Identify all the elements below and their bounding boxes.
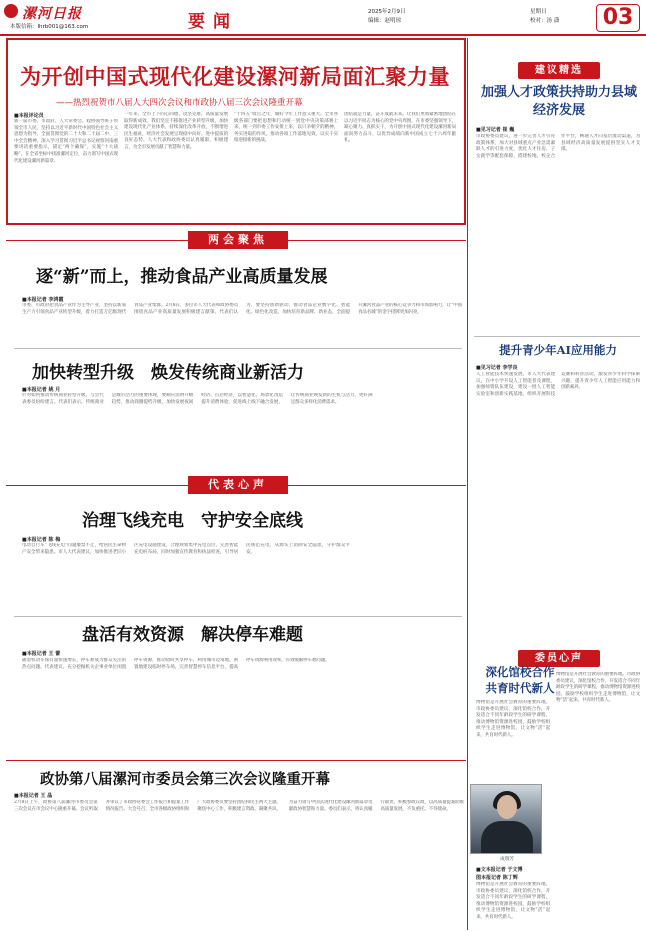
main-text-4: 团结就是力量，奋斗成就未来。让我们更加紧密地团结在以习近平同志为核心的党中央周围，在市委坚强领导下，凝心聚力、真抓实干，为开创中国式现代化建设漯河新局面而努力奋斗，以优异成绩向新中国成立七十六周年献礼。 — [344, 112, 456, 144]
member-photo — [470, 784, 542, 854]
contact-email: 本版信箱：lhrb001@163.com — [10, 24, 89, 30]
museum-byline: ■文本报记者 于文博 — [476, 867, 523, 873]
story-charging-headline: 治理飞线充电 守护安全底线 — [82, 511, 303, 531]
story-parking-headline: 盘活有效资源 解决停车难题 — [82, 625, 303, 645]
main-headline: 为开创中国式现代化建设漯河新局面汇聚力量 — [20, 64, 450, 89]
proofreader: 校对：汤 潇 — [530, 18, 560, 24]
story-commerce-byline: ■本报记者 姚 月 — [22, 387, 61, 393]
banner-deputies: 代表心声 — [188, 476, 288, 494]
main-byline: ■本报评论员 — [14, 113, 44, 119]
ai-text: 人工智能技术快速发展，市人大代表建议，在中小学开设人工智能普及课程，加强师资队伍建设，建设一批人工智能实验室和创新实践基地，组织开展科技竞赛和科普活动，激发青少年科学探索兴趣，提升青少年人工智能应用能力和创新素养。 — [476, 372, 640, 397]
logo-emblem — [4, 4, 18, 18]
main-text-2: 一年来，全市上下同心同德、攻坚克难，高质量发展取得新成效。我们坚定不移推进产业转型升级，加快建设现代化产业体系，持续深化改革开放，不断增进民生福祉，经济社会发展呈现稳中向好、进中提质的良好态势。人大代表和政协委员认真履职、积极建言，为全市发展贡献了智慧和力量。 — [124, 112, 228, 150]
story-parking-text: 随着机动车保有量快速增长，停车难成为群众关注的热点问题。代表建议，充分挖掘机关企事业单位闲置停车资源，推动错时共享停车，利用城市边角地、闲置地建设临时停车场，完善智慧停车信息平台，提高停车资源利用效率，有效缓解停车难问题。 — [22, 658, 330, 670]
story-food-byline: ■本报记者 李鸿霞 — [22, 297, 64, 303]
paper-name: 漯河日报 — [22, 6, 82, 22]
story-divider — [474, 336, 640, 337]
date-block — [368, 8, 406, 26]
photo-face — [497, 795, 517, 819]
issue-date: 2025年2月9日 — [368, 9, 406, 15]
masthead-rule — [0, 34, 646, 36]
cppcc-byline: ■本报记者 王 晶 — [14, 793, 53, 799]
ai-headline: 提升青少年AI应用能力 — [499, 343, 617, 357]
museum-byline-photo: 图本报记者 陈丁辉 — [476, 875, 518, 881]
page-number: 03 — [596, 4, 640, 32]
museum-headline: 深化馆校合作共育时代新人 — [485, 665, 555, 695]
photo-caption: 成瑞芳 — [500, 857, 514, 862]
talent-byline: ■见习记者 崔 巍 — [476, 127, 515, 133]
museum-text-bottom: 博物馆是开展社会教育的重要阵地。市政协委员建议，深化馆校合作，开发适合不同年龄段学生的研学课程，推动博物馆资源进校园，鼓励学校组织学生走进博物馆，让文物“活”起来，共育时代新人。 — [476, 882, 550, 920]
cppcc-text: 2月8日上午，政协第八届漯河市委员会第三次会议在市会议中心隆重开幕。会议听取并审议了市政协常委会工作报告和提案工作情况报告。大会号召，全市各级政协组织和广大政协委员要坚持团结和民主两大主题，聚焦中心工作，积极建言资政、凝聚共识，为奋力谱写中国式现代化建设漯河新篇章贡献政协智慧和力量。委员们表示，将认真履行职责，积极参政议政，以高质量提案助推高质量发展，不负重托、不辱使命。 — [14, 800, 464, 812]
cppcc-headline: 政协第八届漯河市委员会第三次会议隆重开幕 — [40, 771, 330, 788]
museum-text-right: 博物馆是开展社会教育的重要阵地。市政协委员建议，深化馆校合作，开发适合不同年龄段学生的研学课程，推动博物馆资源进校园，鼓励学校组织学生走进博物馆，让文物“活”起来，共育时代新人。 — [556, 672, 640, 704]
photo-body — [481, 821, 533, 854]
banner-two-sessions: 两会聚焦 — [188, 231, 288, 249]
talent-headline: 加强人才政策扶持助力县域经济发展 — [480, 85, 637, 118]
weekday-block — [530, 8, 559, 26]
bottom-rule — [6, 760, 466, 761]
story-commerce-headline: 加快转型升级 焕发传统商业新活力 — [32, 363, 304, 383]
main-subheadline: ——热烈祝贺市八届人大四次会议和市政协八届三次会议隆重开幕 — [56, 98, 303, 108]
section-label: 要闻 — [188, 12, 238, 32]
story-charging-text: 电动自行车“飞线充电”问题屡禁不止，给居民生命财产安全带来隐患。市人大代表建议，加快推进老旧小区充电设施建设，合理规划集中充电点位，完善智能充电桩布局，同时加强宣传教育和执法检查，引导居民规范充电，从源头上消除安全隐患，守护群众平安。 — [22, 543, 350, 555]
ai-byline: ■见习记者 李学良 — [476, 365, 518, 371]
main-text-1: 新一届市委、市政府、人大常委会、政协领导班子带领全市人民，坚持以习近平新时代中国特色社会主义思想为指导，全面贯彻党的二十大和二十届二中、三中全会精神，深入学习贯彻习近平总书记视察河南重要讲话重要指示，锚定“两个确保”，实施“十大战略”，在全省坐标中找准漯河定位，奋力谱写中国式现代化建设漯河新篇章。 — [14, 119, 118, 164]
main-text-3: “十四五”收官之年，做好今年工作意义重大。全市各级各部门要把思想和行动统一到党中央决策部署上来，统一到市委工作安排上来，以只争朝夕的精神、务实进取的作风，推动各项工作落地见效，以实干实绩迎接新的挑战。 — [234, 112, 338, 144]
talent-text: 市政协委员建议，进一步完善人才引育政策体系，加大对县域重点产业急需紧缺人才的引进力度，优化人才住房、子女就学等配套保障，搭建校地、校企合作平台，畅通人才向基层流动渠道，为县域经济高质量发展提供坚实人才支撑。 — [476, 134, 640, 159]
editor: 编辑：赵明琼 — [368, 18, 402, 24]
museum-text-left: 博物馆是开展社会教育的重要阵地。市政协委员建议，深化馆校合作，开发适合不同年龄段学生的研学课程，推动博物馆资源进校园，鼓励学校组织学生走进博物馆，让文物“活”起来，共育时代新人。 — [476, 700, 550, 738]
story-commerce-text: 针对如何推动传统商业转型升级，与会代表委员纷纷建言。代表们表示，传统商业是城市活力的重要体现，要顺应消费升级趋势，推动商圈提档升级，加快发展夜间经济、首店经济，以智慧化、场景化改造提升消费体验，促进线上线下融合发展，让传统商业焕发新的生机与活力，更好满足群众多样化消费需求。 — [22, 393, 373, 405]
banner-members: 委员心声 — [518, 650, 600, 667]
story-parking-byline: ■本报记者 王 蕾 — [22, 651, 61, 657]
story-divider — [14, 348, 462, 349]
column-rule — [467, 38, 468, 930]
banner-suggestions: 建议精选 — [518, 62, 600, 79]
story-food-text: 市委、市政府把食品产业作为主导产业，坚持以新质生产力引领食品产业转型升级，着力打造万亿级现代食品产业集群。2月8日，多位市人大代表和政协委员围绕食品产业高质量发展积极建言献策。代表们认为，要坚持创新驱动，推动食品企业数字化、智能化、绿色化改造，加快培育新品牌、新业态，全面提升漯河食品产业的核心竞争力和市场影响力，让“中国食品名城”的金字招牌更加闪亮。 — [22, 303, 462, 315]
main-column-1 — [14, 112, 118, 220]
story-divider — [14, 616, 462, 617]
weekday: 星期日 — [530, 9, 547, 15]
story-charging-byline: ■本报记者 陈 梅 — [22, 537, 61, 543]
story-food-headline: 逐“新”而上，推动食品产业高质量发展 — [36, 267, 328, 287]
